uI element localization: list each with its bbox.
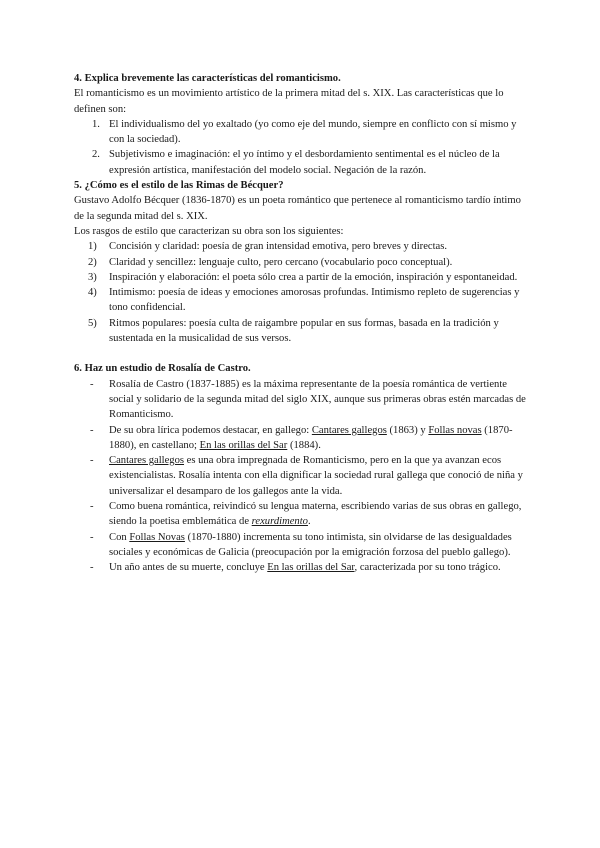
list-item-text: Rosalía de Castro (1837-1885) es la máxima representante de la poesía romántica de vertiente social y solidario de la segunda mitad del siglo XIX, aunque sus primeras obras estén marcadas de Romanticismo. [109, 378, 526, 421]
list-marker: - [90, 455, 94, 467]
intro-rasgos: Los rasgos de estilo que caracterizan su obra son los siguientes: [74, 225, 344, 237]
emphasized-term-text: rexurdimento [251, 516, 308, 528]
list-item [74, 255, 528, 270]
text-run: (1863) y [386, 424, 429, 436]
intro-becquer: Gustavo Adolfo Bécquer (1836-1870) es un poeta romántico que pertenece al romanticismo tardío íntimo de la segunda mitad del s. XIX. [74, 195, 521, 222]
list-rosalia [74, 377, 528, 576]
list-item-text: Concisión y claridad: poesía de gran intensidad emotiva, pero breves y directas. [109, 241, 448, 253]
list-marker: - [90, 531, 94, 543]
list-item [74, 377, 528, 423]
document-content [74, 71, 528, 576]
list-marker: 3) [88, 271, 97, 283]
text-run: Como buena romántica, reivindicó su lengua materna, escribiendo varias de sus obras en gallego, siendo la poetisa emblemática de [109, 501, 522, 528]
list-marker: - [90, 501, 94, 513]
book-title: Follas novas [428, 424, 482, 436]
text-run: (1884). [287, 439, 321, 451]
book-title: Follas Novas [129, 531, 185, 543]
list-item-text: Inspiración y elaboración: el poeta sólo crea a partir de la emoción, inspiración y espontaneidad. [109, 271, 518, 283]
text-run: De su obra lírica podemos destacar, en gallego: [109, 424, 312, 436]
text-run: . [307, 516, 311, 528]
list-item [74, 239, 528, 254]
list-item [74, 499, 528, 530]
book-title: Cantares gallegos [109, 455, 185, 467]
list-item-text: El individualismo del yo exaltado (yo como eje del mundo, siempre en conflicto con sí mismo y con la sociedad). [109, 118, 517, 146]
emphasized-term [252, 516, 308, 527]
heading-question-5: 5. ¿Cómo es el estilo de las Rimas de Bécquer? [74, 180, 284, 192]
list-item [74, 147, 528, 178]
book-title: En las orillas del Sar [199, 439, 288, 451]
list-rasgos [74, 239, 528, 346]
list-item [74, 117, 528, 148]
list-marker: 5) [88, 317, 97, 329]
list-item [74, 423, 528, 454]
list-item [74, 453, 528, 499]
list-marker: - [90, 424, 94, 436]
heading-question-4: 4. Explica brevemente las características del romanticismo. [74, 73, 341, 84]
text-run: (1870-1880), en castellano; [109, 424, 513, 451]
heading-question-6: 6. Haz un estudio de Rosalía de Castro. [74, 363, 251, 375]
list-marker: 4) [88, 287, 97, 299]
list-item [74, 530, 528, 561]
section-spacer [74, 346, 528, 361]
list-item [74, 560, 528, 575]
list-item [74, 316, 528, 347]
list-marker: 2) [88, 256, 97, 268]
text-run: , caracterizada por su tono trágico. [354, 562, 501, 574]
text-run: Con [109, 531, 130, 543]
book-title: En las orillas del Sar [267, 562, 355, 574]
list-item-text: Subjetivismo e imaginación: el yo íntimo y el desbordamiento sentimental es el núcleo de la expresión artística, manifestación del modelo social. Negación de la razón. [109, 149, 500, 176]
list-marker: 1. [92, 118, 100, 130]
intro-romanticismo: El romanticismo es un movimiento artístico de la primera mitad del s. XIX. Las características que lo definen son: [74, 88, 504, 115]
list-marker: 2. [92, 149, 100, 161]
list-item-text: Claridad y sencillez: lenguaje culto, pero cercano (vocabulario poco conceptual). [109, 256, 453, 268]
list-caracteristicas [74, 117, 528, 178]
list-item-text: Intimismo: poesía de ideas y emociones amorosas profundas. Intimismo repleto de sugerencias y tono confidencial. [109, 287, 520, 314]
list-marker: - [90, 378, 94, 390]
text-run: Un año antes de su muerte, concluye [109, 562, 268, 574]
list-item-text: Ritmos populares: poesía culta de raigambre popular en sus formas, basada en la tradición y sustentada en la musicalidad de sus versos. [109, 317, 499, 345]
text-run: es una obra impregnada de Romanticismo, pero en la que ya avanzan ecos existencialistas. Rosalía intenta con ella dignificar la sociedad rural gallega que conoció de niña y universalizar el desamparo de los gallegos ante la vida. [109, 455, 523, 497]
book-title: Cantares gallegos [311, 424, 387, 436]
list-item [74, 270, 528, 285]
list-marker: 1) [88, 241, 97, 253]
text-run: (1870-1880) incrementa su tono intimista, sin olvidarse de las desigualdades sociales y económicas de Galicia (preocupación por la emigración forzosa del pueblo gallego). [109, 531, 512, 558]
list-item [74, 285, 528, 316]
list-marker: - [90, 562, 94, 574]
